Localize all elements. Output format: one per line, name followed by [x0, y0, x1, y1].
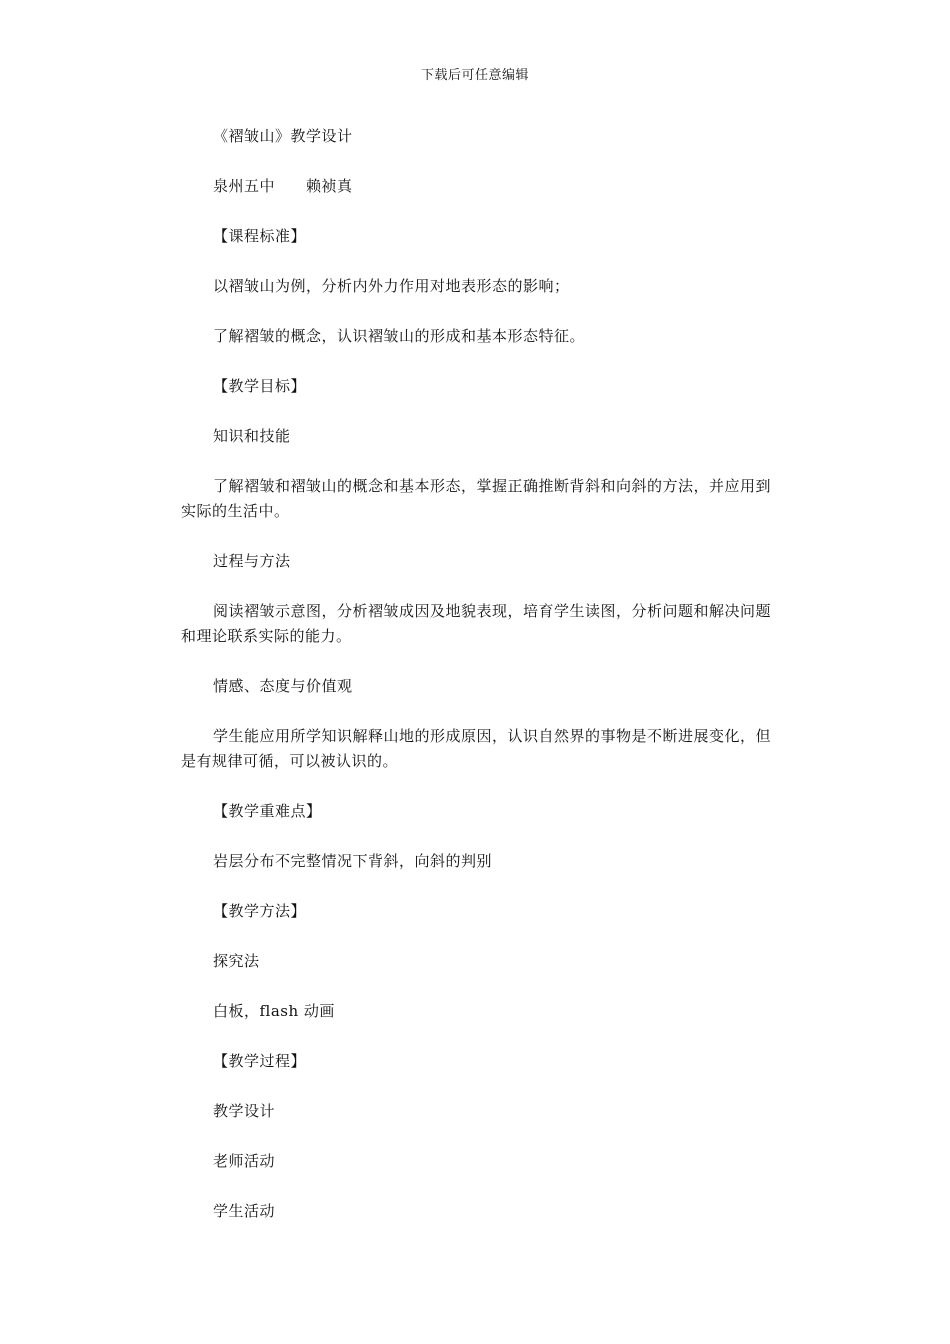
- section-methods-heading: 【教学方法】: [213, 902, 307, 920]
- method-item: 探究法: [213, 952, 260, 970]
- section-curriculum-heading: 【课程标准】: [213, 227, 307, 245]
- page-header: 下载后可任意编辑: [420, 68, 529, 83]
- section-key-points-heading: 【教学重难点】: [213, 802, 322, 820]
- document-title: 《褶皱山》教学设计: [213, 127, 353, 145]
- process-column-label: 教学设计: [213, 1102, 276, 1120]
- goal-knowledge-title: 知识和技能: [213, 427, 291, 445]
- process-column-label: 老师活动: [213, 1152, 276, 1170]
- goal-knowledge-text: 了解褶皱和褶皱山的概念和基本形态，掌握正确推断背斜和向斜的方法，并应用到实际的生活中。: [181, 477, 772, 520]
- curriculum-item: 以褶皱山为例，分析内外力作用对地表形态的影响；: [213, 277, 570, 295]
- goal-process-title: 过程与方法: [213, 552, 291, 570]
- section-goals-heading: 【教学目标】: [213, 377, 307, 395]
- process-column-label: 学生活动: [213, 1202, 276, 1220]
- goal-process-text: 阅读褶皱示意图，分析褶皱成因及地貌表现，培育学生读图，分析问题和解决问题和理论联系实际的能力。: [181, 602, 772, 645]
- curriculum-item: 了解褶皱的概念，认识褶皱山的形成和基本形态特征。: [213, 327, 586, 345]
- goal-emotion-title: 情感、态度与价值观: [213, 677, 353, 695]
- key-points-text: 岩层分布不完整情况下背斜，向斜的判别: [213, 852, 493, 870]
- method-item: 白板，flash 动画: [213, 1002, 335, 1020]
- goal-emotion-text: 学生能应用所学知识解释山地的形成原因，认识自然界的事物是不断进展变化，但是有规律可循，可以被认识的。: [181, 727, 772, 770]
- author-line: 泉州五中 赖祯真: [213, 177, 353, 195]
- document-body: [181, 124, 771, 1249]
- section-process-heading: 【教学过程】: [213, 1052, 307, 1070]
